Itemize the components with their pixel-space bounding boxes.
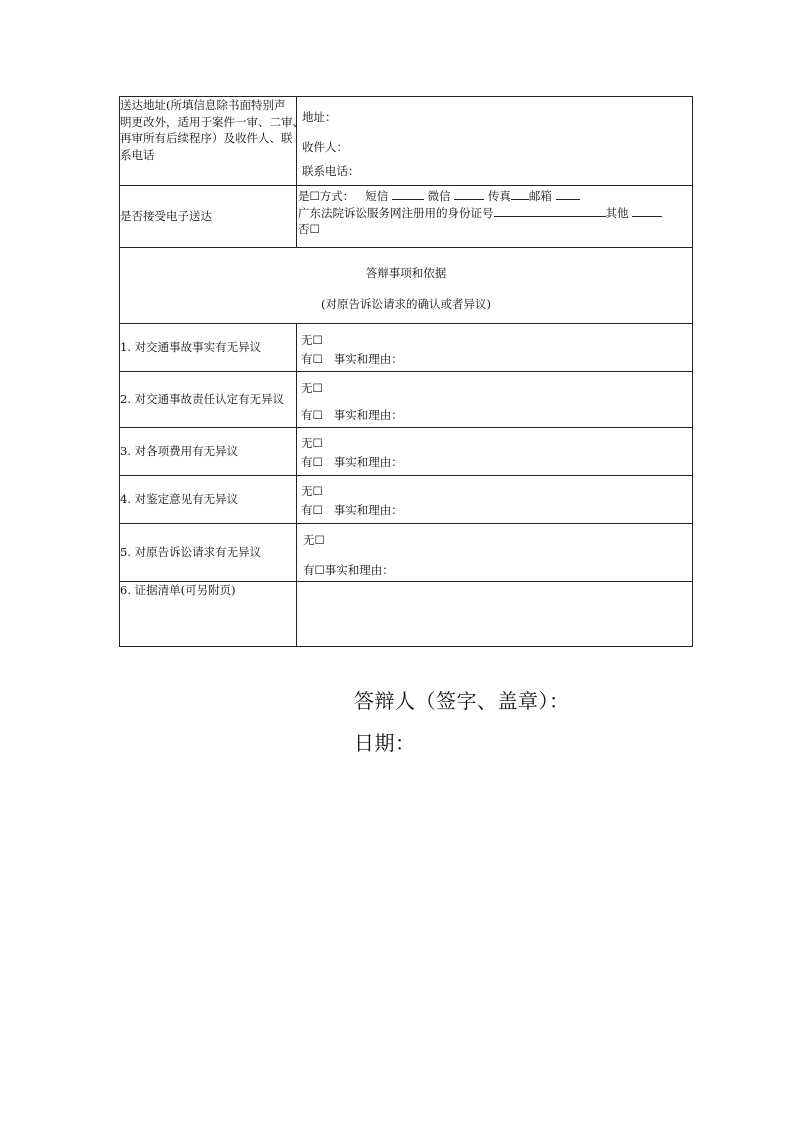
delivery-label-line: 再审所有后续程序）及收件人、联 (120, 131, 293, 146)
electronic-delivery-label: 是否接受电子送达 (120, 186, 297, 248)
evidence-label: 6. 证据清单(可另附页) (120, 582, 297, 647)
electronic-yes-checkbox[interactable]: 是☐方式： (298, 189, 355, 203)
address-field[interactable]: 地址： (302, 110, 337, 124)
has-line-1 (301, 351, 692, 368)
electronic-delivery-row (120, 186, 693, 248)
objection-options-4 (297, 476, 693, 524)
wechat-blank[interactable] (454, 188, 484, 200)
objection-label-2: 2. 对交通事故责任认定有无异议 (120, 372, 297, 428)
recipient-field[interactable]: 收件人： (302, 139, 348, 154)
delivery-label-line: 送达地址(所填信息除书面特别声 (120, 98, 286, 112)
objection-options-5 (297, 524, 693, 582)
has-checkbox-1[interactable]: 有☐ (301, 351, 323, 366)
evidence-input-area[interactable] (297, 582, 693, 647)
has-line-3 (301, 454, 692, 471)
objection-options-2 (297, 372, 693, 428)
evidence-row (120, 582, 693, 647)
reason-label-4[interactable]: 事实和理由： (333, 502, 403, 517)
fax-blank[interactable] (511, 188, 529, 200)
electronic-delivery-options (297, 186, 693, 248)
objection-row-2 (120, 372, 693, 428)
platform-line (298, 205, 692, 222)
section-title: 答辩事项和依据 (365, 266, 447, 280)
has-checkbox-2[interactable]: 有☐ (301, 407, 323, 422)
objection-row-3 (120, 428, 693, 476)
has-reason-5[interactable]: 有☐事实和理由： (303, 562, 394, 577)
objection-row-5 (120, 524, 693, 582)
reason-label-2[interactable]: 事实和理由： (333, 407, 403, 422)
objection-row-4 (120, 476, 693, 524)
none-checkbox-5[interactable]: 无☐ (303, 533, 325, 547)
electronic-yes-line (298, 188, 692, 205)
objection-label-3: 3. 对各项费用有无异议 (120, 428, 297, 476)
section-header-row (120, 248, 693, 324)
section-subtitle: (对原告诉讼请求的确认或者异议) (321, 296, 491, 311)
objection-label-1: 1. 对交通事故事实有无异议 (120, 324, 297, 372)
other-blank[interactable] (632, 205, 662, 217)
delivery-label-line: 系电话 (120, 148, 155, 163)
objection-row-1 (120, 324, 693, 372)
has-checkbox-3[interactable]: 有☐ (301, 454, 323, 469)
none-checkbox-3[interactable]: 无☐ (301, 436, 323, 450)
email-label: 邮箱 (528, 189, 552, 203)
has-checkbox-4[interactable]: 有☐ (301, 502, 323, 517)
wechat-label: 微信 (427, 189, 451, 203)
delivery-address-row (120, 97, 693, 186)
has-line-2 (301, 407, 692, 424)
id-number-blank[interactable] (494, 205, 606, 217)
reason-label-1[interactable]: 事实和理由： (333, 351, 403, 366)
none-checkbox-4[interactable]: 无☐ (301, 484, 323, 498)
objection-options-3 (297, 428, 693, 476)
platform-label: 广东法院诉讼服务网注册用的身份证号 (298, 205, 494, 220)
other-label: 其他 (605, 205, 629, 220)
sms-blank[interactable] (392, 188, 424, 200)
objection-label-5: 5. 对原告诉讼请求有无异议 (120, 524, 297, 582)
reason-label-3[interactable]: 事实和理由： (333, 454, 403, 469)
date-label: 日期： (354, 731, 416, 755)
phone-field[interactable]: 联系电话： (302, 164, 360, 179)
email-blank[interactable] (556, 188, 580, 200)
objection-label-4: 4. 对鉴定意见有无异议 (120, 476, 297, 524)
fax-label: 传真 (487, 189, 511, 203)
delivery-address-label (120, 97, 304, 186)
electronic-no-checkbox[interactable]: 否☐ (298, 222, 320, 237)
respondent-signature-label: 答辩人（签字、盖章）： (354, 689, 570, 713)
sms-label: 短信 (365, 189, 389, 203)
none-checkbox-2[interactable]: 无☐ (301, 381, 323, 395)
has-line-4 (301, 502, 692, 519)
objection-options-1 (297, 324, 693, 372)
delivery-address-fields (297, 97, 693, 186)
section-header-cell (120, 248, 693, 324)
delivery-label-line: 明更改外，适用于案件一审、二审、 (120, 114, 304, 129)
none-checkbox-1[interactable]: 无☐ (301, 333, 323, 347)
defense-form-table (119, 96, 693, 647)
